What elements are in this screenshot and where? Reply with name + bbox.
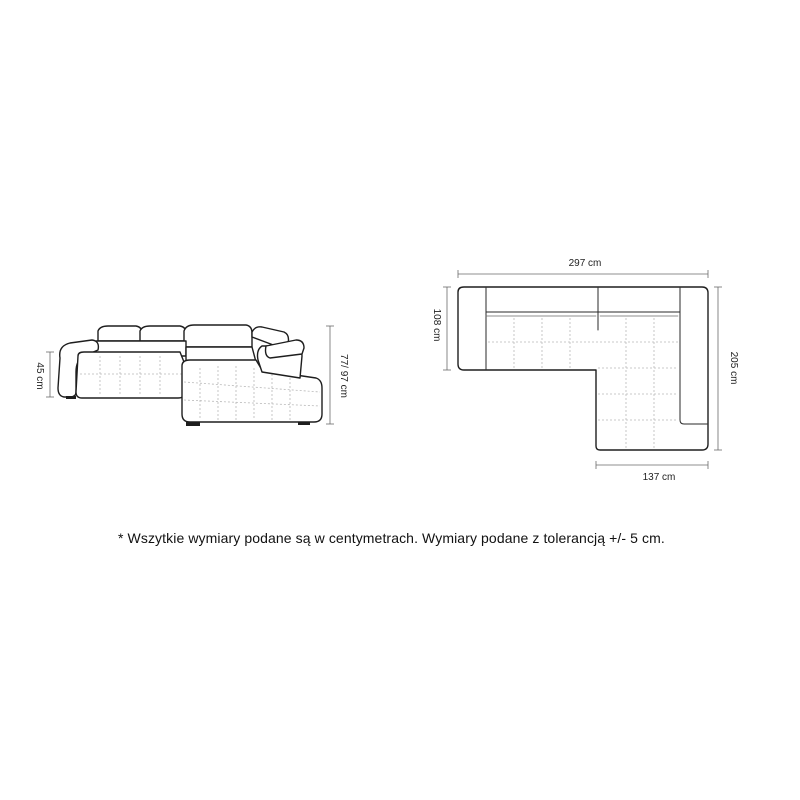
width-label: 297 cm bbox=[568, 258, 602, 269]
chaise-length-label: 205 cm bbox=[728, 351, 739, 385]
seat-height-label: 45 cm bbox=[34, 362, 45, 390]
back-depth-dimension bbox=[431, 287, 451, 370]
dimensions-footnote: * Wszytkie wymiary podane są w centymetrach. Wymiary podane z tolerancją +/- 5 cm. bbox=[118, 530, 665, 546]
front-view-drawing bbox=[34, 325, 349, 426]
headrest-right bbox=[184, 325, 252, 347]
seat-height-dimension bbox=[34, 352, 54, 397]
foot bbox=[186, 422, 200, 426]
back-depth-label: 108 cm bbox=[431, 308, 442, 342]
top-outline bbox=[458, 287, 708, 450]
foot bbox=[298, 422, 310, 425]
chaise-width-dimension bbox=[596, 461, 708, 483]
total-height-label: 77/ 97 cm bbox=[338, 354, 349, 398]
foot bbox=[66, 396, 76, 399]
top-view-drawing bbox=[431, 258, 739, 483]
total-height-dimension bbox=[326, 326, 349, 424]
headrest-middle bbox=[140, 326, 186, 341]
headrest-left bbox=[98, 326, 142, 341]
chaise-width-label: 137 cm bbox=[642, 472, 676, 483]
width-dimension bbox=[458, 258, 708, 278]
chaise-length-dimension bbox=[714, 287, 739, 450]
seat-main bbox=[76, 352, 184, 398]
